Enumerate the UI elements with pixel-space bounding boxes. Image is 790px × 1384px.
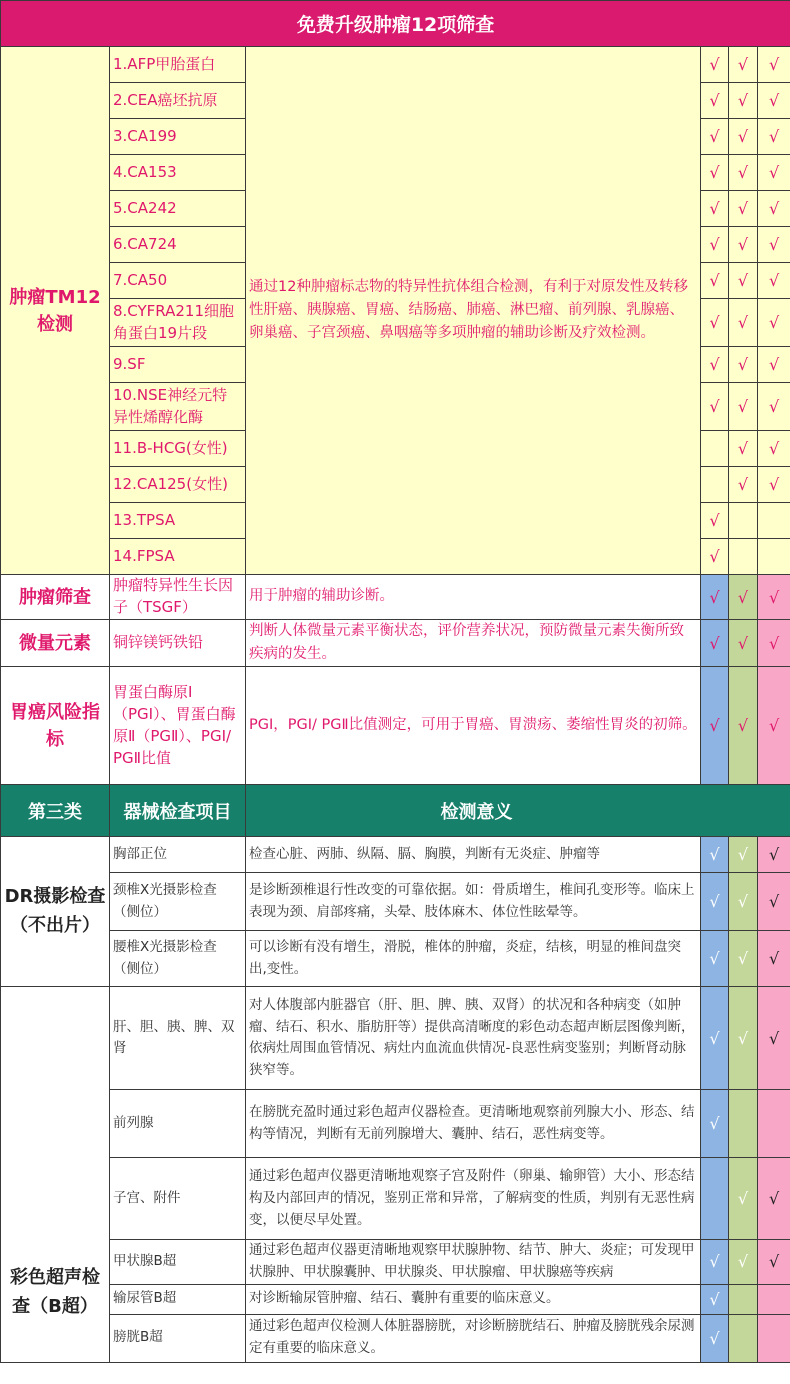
check-cell <box>701 47 729 83</box>
item-description: 通过彩色超声仪检测人体脏器膀胱，对诊断膀胱结石、肿瘤及膀胱残余尿测定有重要的临床意义。 <box>246 1314 701 1362</box>
check-cell <box>729 47 758 83</box>
table-row <box>1 1158 790 1240</box>
check-mark: √ <box>768 355 780 374</box>
check-cell <box>729 837 758 873</box>
check-cell <box>701 1284 729 1314</box>
check-mark: √ <box>737 1028 749 1048</box>
check-cell <box>729 383 758 431</box>
item-name: 12.CA125(女性) <box>110 467 246 503</box>
item-description: 对人体腹部内脏器官（肝、胆、脾、胰、双肾）的状况和各种病变（如肿瘤、结石、积水、脂肪肝等）提供高清晰度的彩色动态超声断层图像判断，依病灶周围血管情况、病灶内血流血供情况-良恶性病变鉴别；判断肾动脉狭窄等。 <box>246 987 701 1090</box>
check-mark: √ <box>737 235 749 254</box>
check-cell <box>758 1284 790 1314</box>
check-cell <box>729 1284 758 1314</box>
item-description: 判断人体微量元素平衡状态，评价营养状况，预防微量元素失衡所致疾病的发生。 <box>246 620 701 667</box>
check-mark: √ <box>709 511 720 530</box>
check-mark: √ <box>709 1289 720 1309</box>
check-cell <box>701 1314 729 1362</box>
check-mark: √ <box>768 1028 780 1048</box>
item-name: 子宫、附件 <box>110 1158 246 1240</box>
check-cell <box>701 931 729 987</box>
check-mark: √ <box>709 163 720 182</box>
header-meaning: 检测意义 <box>246 785 790 837</box>
table-row <box>1 575 790 620</box>
check-mark: √ <box>709 127 720 146</box>
table-row <box>1 47 790 83</box>
item-description: 通过彩色超声仪器更清晰地观察甲状腺肿物、结节、肿大、炎症；可发现甲状腺肿、甲状腺囊肿、甲状腺炎、甲状腺瘤、甲状腺癌等疾病 <box>246 1240 701 1284</box>
check-mark: √ <box>768 475 780 494</box>
table-row <box>1 931 790 987</box>
check-cell <box>701 467 729 503</box>
check-mark: √ <box>709 845 720 865</box>
check-mark: √ <box>709 55 720 74</box>
item-name: 颈椎X光摄影检查（侧位） <box>110 873 246 931</box>
check-cell <box>758 383 790 431</box>
check-mark: √ <box>768 892 780 912</box>
check-cell <box>729 1314 758 1362</box>
check-cell <box>701 431 729 467</box>
item-name: 9.SF <box>110 347 246 383</box>
check-cell <box>758 299 790 347</box>
check-cell <box>729 299 758 347</box>
item-name: 10.NSE神经元特异性烯醇化酶 <box>110 383 246 431</box>
check-cell <box>701 620 729 667</box>
item-name: 8.CYFRA211细胞角蛋白19片段 <box>110 299 246 347</box>
check-mark: √ <box>709 1028 720 1048</box>
category-cell: DR摄影检查（不出片） <box>1 837 110 987</box>
check-mark: √ <box>768 313 780 332</box>
check-cell <box>729 227 758 263</box>
check-mark: √ <box>709 716 720 736</box>
item-description: 对诊断输尿管肿瘤、结石、囊肿有重要的临床意义。 <box>246 1284 701 1314</box>
check-mark: √ <box>768 271 780 290</box>
check-mark: √ <box>768 1252 780 1272</box>
check-cell <box>758 263 790 299</box>
check-cell <box>758 347 790 383</box>
check-mark: √ <box>768 127 780 146</box>
check-mark: √ <box>768 1189 780 1209</box>
check-cell <box>758 503 790 539</box>
check-cell <box>729 119 758 155</box>
check-cell <box>701 539 729 575</box>
check-mark: √ <box>768 91 780 110</box>
check-cell <box>701 873 729 931</box>
check-cell <box>758 667 790 785</box>
item-description: 在膀胱充盈时通过彩色超声仪器检查。更清晰地观察前列腺大小、形态、结构等情况，判断有无前列腺增大、囊肿、结石，恶性病变等。 <box>246 1090 701 1158</box>
check-cell <box>758 1158 790 1240</box>
package-title: 免费升级肿瘤12项筛查 <box>1 1 790 47</box>
table-row <box>1 667 790 785</box>
table-row <box>1 1314 790 1362</box>
item-name: 胃蛋白酶原Ⅰ（PGⅠ）、胃蛋白酶原Ⅱ（PGⅡ）、PGⅠ/ PGⅡ比值 <box>110 667 246 785</box>
check-cell <box>729 347 758 383</box>
table-row <box>1 837 790 873</box>
check-mark: √ <box>709 892 720 912</box>
check-mark: √ <box>709 1114 720 1134</box>
item-name: 膀胱B超 <box>110 1314 246 1362</box>
check-mark: √ <box>737 271 749 290</box>
check-mark: √ <box>737 475 749 494</box>
category-cell: 微量元素 <box>1 620 110 667</box>
check-mark: √ <box>768 199 780 218</box>
item-name: 5.CA242 <box>110 191 246 227</box>
item-name: 腰椎X光摄影检查（侧位） <box>110 931 246 987</box>
check-cell <box>729 575 758 620</box>
check-cell <box>758 47 790 83</box>
check-mark: √ <box>737 633 749 653</box>
check-mark: √ <box>737 127 749 146</box>
check-cell <box>758 1240 790 1284</box>
check-cell <box>701 347 729 383</box>
check-cell <box>701 263 729 299</box>
check-cell <box>701 575 729 620</box>
check-cell <box>758 1090 790 1158</box>
check-mark: √ <box>737 949 749 969</box>
check-mark: √ <box>768 235 780 254</box>
item-name: 胸部正位 <box>110 837 246 873</box>
check-mark: √ <box>768 439 780 458</box>
check-mark: √ <box>709 633 720 653</box>
category-cell: 胃癌风险指标 <box>1 667 110 785</box>
table-row <box>1 1284 790 1314</box>
header-item: 器械检查项目 <box>110 785 246 837</box>
check-mark: √ <box>768 163 780 182</box>
table-row <box>1 1240 790 1284</box>
check-cell <box>701 155 729 191</box>
check-mark: √ <box>768 55 780 74</box>
section-header-row <box>1 785 790 837</box>
check-mark: √ <box>709 199 720 218</box>
check-cell <box>701 299 729 347</box>
check-cell <box>758 155 790 191</box>
item-name: 11.B-HCG(女性) <box>110 431 246 467</box>
check-cell <box>758 1314 790 1362</box>
check-mark: √ <box>709 271 720 290</box>
item-description: 检查心脏、两肺、纵隔、膈、胸膜，判断有无炎症、肿瘤等 <box>246 837 701 873</box>
item-name: 铜锌镁钙铁铅 <box>110 620 246 667</box>
item-description: 通过12种肿瘤标志物的特异性抗体组合检测，有利于对原发性及转移性肝癌、胰腺癌、胃癌、结肠癌、肺癌、淋巴瘤、前列腺、乳腺癌、卵巢癌、子宫颈癌、鼻咽癌等多项肿瘤的辅助诊断及疗效检测。 <box>246 47 701 575</box>
item-name: 肿瘤特异性生长因子（TSGF） <box>110 575 246 620</box>
check-cell <box>701 1240 729 1284</box>
check-cell <box>758 620 790 667</box>
check-cell <box>729 667 758 785</box>
check-cell <box>758 83 790 119</box>
check-cell <box>758 227 790 263</box>
check-cell <box>729 1240 758 1284</box>
table-row <box>1 987 790 1090</box>
check-cell <box>701 383 729 431</box>
check-cell <box>701 227 729 263</box>
check-mark: √ <box>768 397 780 416</box>
item-name: 2.CEA癌坯抗原 <box>110 83 246 119</box>
table-row <box>1 1090 790 1158</box>
item-name: 6.CA724 <box>110 227 246 263</box>
check-cell <box>758 467 790 503</box>
check-mark: √ <box>709 235 720 254</box>
check-mark: √ <box>709 1252 720 1272</box>
check-mark: √ <box>737 1189 749 1209</box>
check-mark: √ <box>737 313 749 332</box>
check-mark: √ <box>737 716 749 736</box>
check-cell <box>729 873 758 931</box>
category-cell <box>1 47 110 575</box>
item-description: PGⅠ，PGⅠ/ PGⅡ比值测定，可用于胃癌、胃溃疡、萎缩性胃炎的初筛。 <box>246 667 701 785</box>
item-name: 前列腺 <box>110 1090 246 1158</box>
check-cell <box>758 931 790 987</box>
check-mark: √ <box>737 199 749 218</box>
item-description: 通过彩色超声仪器更清晰地观察子宫及附件（卵巢、输卵管）大小、形态结构及内部回声的情况，鉴别正常和异常，了解病变的性质，判别有无恶性病变，以便尽早处置。 <box>246 1158 701 1240</box>
check-mark: √ <box>768 633 780 653</box>
item-description: 可以诊断有没有增生，滑脱，椎体的肿瘤，炎症，结核，明显的椎间盘突出,变性。 <box>246 931 701 987</box>
check-cell <box>758 539 790 575</box>
check-mark: √ <box>737 163 749 182</box>
item-name: 4.CA153 <box>110 155 246 191</box>
check-cell <box>758 119 790 155</box>
check-mark: √ <box>768 845 780 865</box>
check-mark: √ <box>709 587 720 607</box>
check-mark: √ <box>768 587 780 607</box>
item-description: 是诊断颈椎退行性改变的可靠依据。如：骨质增生，椎间孔变形等。临床上表现为颈、肩部疼痛，头晕、肢体麻木、体位性眩晕等。 <box>246 873 701 931</box>
check-cell <box>729 467 758 503</box>
check-mark: √ <box>737 91 749 110</box>
item-name: 甲状腺B超 <box>110 1240 246 1284</box>
check-mark: √ <box>768 716 780 736</box>
check-mark: √ <box>737 355 749 374</box>
check-mark: √ <box>768 949 780 969</box>
check-cell <box>729 620 758 667</box>
check-mark: √ <box>737 439 749 458</box>
check-cell <box>701 667 729 785</box>
check-cell <box>729 539 758 575</box>
check-cell <box>729 503 758 539</box>
check-cell <box>758 837 790 873</box>
check-mark: √ <box>709 547 720 566</box>
table-row <box>1 873 790 931</box>
check-cell <box>701 83 729 119</box>
category-cell: 肿瘤筛查 <box>1 575 110 620</box>
item-name: 3.CA199 <box>110 119 246 155</box>
check-mark: √ <box>709 397 720 416</box>
item-name: 输尿管B超 <box>110 1284 246 1314</box>
category-label: 肿瘤TM12检测 <box>9 286 101 335</box>
check-mark: √ <box>709 91 720 110</box>
check-cell <box>729 83 758 119</box>
check-cell <box>701 1158 729 1240</box>
check-mark: √ <box>737 1252 749 1272</box>
check-cell <box>758 873 790 931</box>
check-cell <box>729 1158 758 1240</box>
check-cell <box>701 191 729 227</box>
check-cell <box>729 987 758 1090</box>
header-category: 第三类 <box>1 785 110 837</box>
item-name: 7.CA50 <box>110 263 246 299</box>
check-cell <box>729 191 758 227</box>
check-cell <box>729 1090 758 1158</box>
item-name: 14.FPSA <box>110 539 246 575</box>
check-cell <box>701 1090 729 1158</box>
check-cell <box>729 431 758 467</box>
check-mark: √ <box>737 587 749 607</box>
check-mark: √ <box>737 845 749 865</box>
check-cell <box>701 503 729 539</box>
check-mark: √ <box>737 55 749 74</box>
check-cell <box>758 191 790 227</box>
check-mark: √ <box>737 892 749 912</box>
category-cell: 彩色超声检查（B超） <box>1 987 110 1362</box>
table-row <box>1 620 790 667</box>
item-name: 肝、胆、胰、脾、双肾 <box>110 987 246 1090</box>
check-mark: √ <box>709 949 720 969</box>
check-cell <box>758 575 790 620</box>
item-description: 用于肿瘤的辅助诊断。 <box>246 575 701 620</box>
item-name: 1.AFP甲胎蛋白 <box>110 47 246 83</box>
check-cell <box>729 931 758 987</box>
check-cell <box>701 837 729 873</box>
check-cell <box>701 987 729 1090</box>
item-name: 13.TPSA <box>110 503 246 539</box>
check-cell <box>729 155 758 191</box>
check-mark: √ <box>737 397 749 416</box>
check-cell <box>729 263 758 299</box>
check-mark: √ <box>709 355 720 374</box>
check-mark: √ <box>709 1328 720 1348</box>
check-cell <box>758 987 790 1090</box>
check-cell <box>701 119 729 155</box>
check-cell <box>758 431 790 467</box>
check-mark: √ <box>709 313 720 332</box>
